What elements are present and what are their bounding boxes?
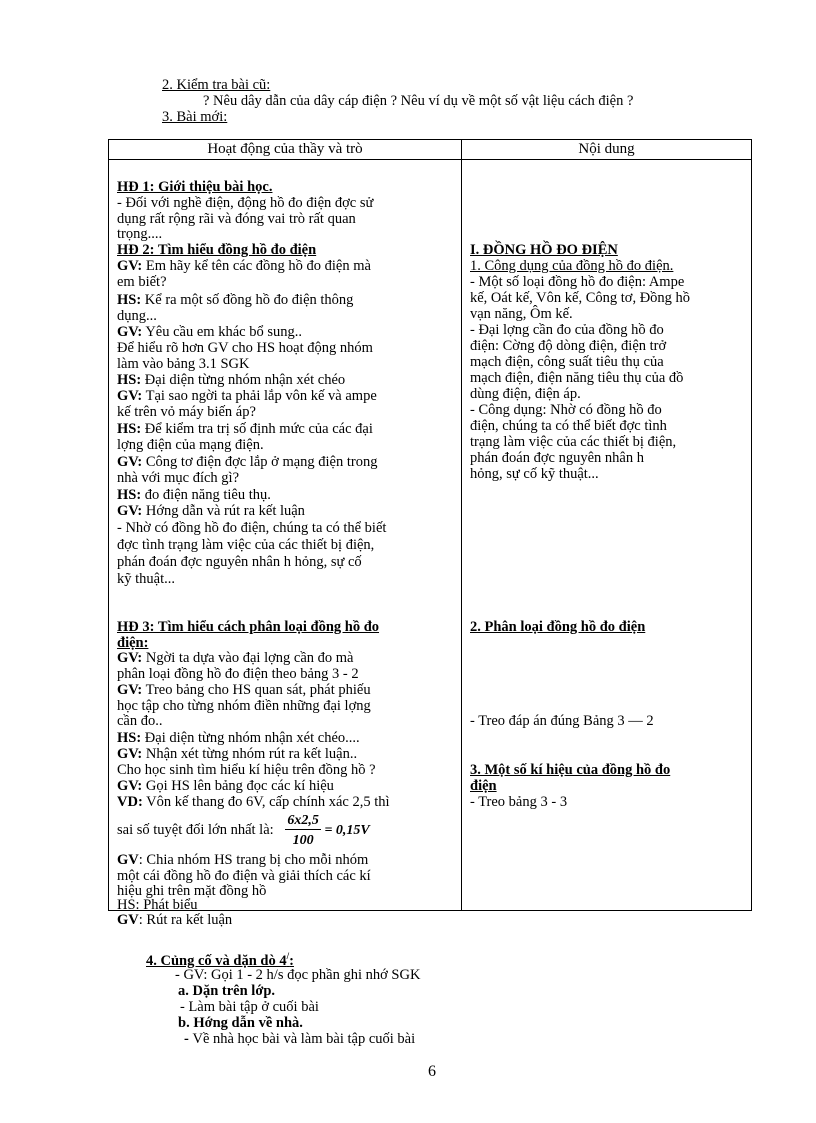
- vd-label: VD:: [117, 794, 143, 810]
- formula-fraction: [285, 813, 321, 849]
- section-3-title: 3. Một số kí hiệu của đồng hồ đo: [470, 762, 671, 778]
- text-line: lợng điện của mạng điện.: [117, 437, 264, 453]
- text-line: kế trên vỏ máy biến áp?: [117, 404, 256, 420]
- footer-line: [184, 1031, 415, 1048]
- gv-label: GV:: [117, 324, 143, 340]
- text-line: - Nhờ có đồng hồ đo điện, chúng ta có thể biết: [117, 520, 387, 536]
- text-line: HS: Phát biểu: [117, 897, 198, 913]
- vd-text: Vôn kế thang đo 6V, cấp chính xác 2,5 thì: [142, 794, 390, 810]
- gv-text: : Rút ra kết luận: [138, 912, 233, 928]
- gv-line: [117, 778, 334, 794]
- text-line: dụng...: [117, 308, 157, 324]
- text-line: dùng điện, điện áp.: [470, 386, 581, 402]
- hs-label: HS:: [117, 421, 142, 437]
- text-line: kế, Oát kế, Vôn kế, Công tơ, Đồng hồ: [470, 290, 691, 306]
- hd3-title: HĐ 3: Tìm hiểu cách phân loại đồng hồ đo: [117, 619, 380, 635]
- kiem-tra-question: ? Nêu dây dẫn của dây cáp điện ? Nêu ví dụ về một số vật liệu cách điện ?: [203, 93, 634, 109]
- text-line: em biết?: [117, 274, 167, 290]
- hs-label: HS:: [117, 487, 142, 503]
- text-line: - Đối với nghề điện, động hồ đo điện đợc sử: [117, 195, 374, 211]
- hs-text: Đại diện từng nhóm nhận xét chéo....: [141, 730, 360, 746]
- gv-text: Ngời ta dựa vào đại lợng cần đo mà: [142, 650, 354, 666]
- formula-result: = 0,15V: [324, 823, 370, 838]
- gv-label: GV: [117, 912, 139, 928]
- gv-line: [117, 852, 368, 868]
- formula-lead: sai số tuyệt đối lớn nhất là:: [117, 822, 274, 838]
- header-left: Hoạt động của thầy và trò: [109, 140, 462, 160]
- gv-text: Yêu cầu em khác bổ sung..: [142, 324, 302, 340]
- hs-line: [117, 421, 373, 437]
- hd1-title: HĐ 1: Giới thiệu bài học.: [117, 179, 273, 195]
- hd3-title-cont: điện:: [117, 635, 149, 651]
- gv-label: GV:: [117, 650, 143, 666]
- gv-text: Tại sao ngời ta phải lắp vôn kế và ampe: [142, 388, 377, 404]
- text-line: vạn năng, Ôm kế.: [470, 306, 573, 322]
- gv-text: : Chia nhóm HS trang bị cho mỗi nhóm: [138, 852, 369, 868]
- text-line: trọng....: [117, 226, 163, 242]
- gv-line: [117, 324, 302, 340]
- gv-line: [117, 682, 371, 698]
- text-line: đợc tình trạng làm việc của các thiết bị điện,: [117, 537, 375, 553]
- gv-label: GV:: [117, 454, 143, 470]
- footer-subtitle-a: a. Dặn trên lớp.: [178, 983, 276, 999]
- gv-text: Hớng dẫn và rút ra kết luận: [142, 503, 305, 519]
- section-2-title: 2. Phân loại đồng hồ đo điện: [470, 619, 646, 635]
- content-cell: [462, 160, 752, 911]
- gv-line: [117, 503, 305, 519]
- text-line: điện, chúng ta có thể biết đợc tình: [470, 418, 667, 434]
- hs-line: [117, 487, 271, 503]
- text-line: - Công dụng: Nhờ có đồng hồ đo: [470, 402, 662, 418]
- cung-co-text: 4. Củng cố và dặn dò 4: [146, 952, 287, 969]
- hs-text: Đại diện từng nhóm nhận xét chéo: [141, 372, 346, 388]
- fraction-denominator: 100: [292, 832, 314, 848]
- text-line: kỹ thuật...: [117, 571, 175, 587]
- gv-line: [117, 912, 232, 928]
- text-line: phán đoán đợc nguyên nhân h: [470, 450, 644, 466]
- section-1-title: I. ĐỒNG HỒ ĐO ĐIỆN: [470, 242, 618, 258]
- gv-text: Em hãy kể tên các đồng hồ đo điện mà: [142, 258, 371, 274]
- section-3-title-cont: điện: [470, 778, 497, 794]
- gv-line: [117, 746, 357, 762]
- text-line: điện: Cờng độ dòng điện, điện trở: [470, 338, 667, 354]
- table-header-row: [109, 140, 752, 160]
- gv-label: GV:: [117, 503, 143, 519]
- text-line: Để hiểu rõ hơn GV cho HS hoạt động nhóm: [117, 340, 373, 356]
- gv-line: [117, 454, 377, 470]
- section-3-body: - Treo bảng 3 - 3: [470, 794, 568, 810]
- text-line: dụng rất rộng rãi và đóng vai trò rất quan: [117, 211, 356, 227]
- text-line: học tập cho từng nhóm điền những đại lợng: [117, 698, 371, 714]
- gv-line: [117, 258, 371, 274]
- hs-text: đo điện năng tiêu thụ.: [141, 487, 271, 503]
- text-line: phán đoán đợc nguyên nhân h hỏng, sự cố: [117, 554, 362, 570]
- hs-line: [117, 292, 353, 308]
- text-line: - Một số loại đồng hồ đo điện: Ampe: [470, 274, 685, 290]
- hs-text: Để kiểm tra trị số định mức của các đại: [141, 421, 373, 437]
- gv-line: [117, 650, 353, 666]
- hs-text: Kể ra một số đồng hồ đo điện thông: [141, 292, 354, 308]
- gv-label: GV: [117, 852, 139, 868]
- activities-cell: [109, 160, 462, 928]
- hs-line: [117, 372, 345, 388]
- gv-label: GV:: [117, 682, 143, 698]
- text-line: một cái đồng hồ đo điện và giải thích các kí: [117, 868, 371, 884]
- text-line: mạch điện, điện năng tiêu thụ của đồ: [470, 370, 684, 386]
- footer-text: Về nhà học bài và làm bài tập cuối bài: [192, 1031, 416, 1047]
- header-right: Nội dung: [462, 140, 752, 160]
- section-2-body: - Treo đáp án đúng Bảng 3 — 2: [470, 713, 654, 729]
- hs-label: HS:: [117, 730, 142, 746]
- text-line: hỏng, sự cố kỹ thuật...: [470, 466, 599, 482]
- gv-label: GV:: [117, 778, 143, 794]
- footer-line: - GV: Gọi 1 - 2 h/s đọc phần ghi nhớ SGK: [175, 967, 421, 983]
- hd2-title: HĐ 2: Tìm hiểu đồng hồ đo điện: [117, 242, 317, 258]
- footer-subtitle-b: b. Hớng dẫn về nhà.: [178, 1015, 303, 1031]
- hs-label: HS:: [117, 292, 142, 308]
- hs-line: [117, 730, 360, 746]
- gv-text: Treo bảng cho HS quan sát, phát phiếu: [142, 682, 371, 698]
- fraction-numerator: 6x2,5: [287, 812, 319, 828]
- gv-label: GV:: [117, 258, 143, 274]
- cung-co-sup: /: [286, 951, 290, 961]
- text-line: hiệu ghi trên mặt đồng hồ: [117, 883, 267, 899]
- page-number: 6: [428, 1063, 436, 1080]
- vd-line: [117, 794, 390, 810]
- gv-label: GV:: [117, 388, 143, 404]
- gv-text: Nhận xét từng nhóm rút ra kết luận..: [142, 746, 358, 762]
- text-line: Cho học sinh tìm hiểu kí hiệu trên đồng hồ ?: [117, 762, 376, 778]
- gv-label: GV:: [117, 746, 143, 762]
- text-line: trạng làm việc của các thiết bị điện,: [470, 434, 677, 450]
- lesson-table: [108, 139, 752, 928]
- bai-moi-title: 3. Bài mới:: [162, 109, 228, 125]
- section-1-subtitle: 1. Công dụng của đồng hồ đo điện.: [470, 258, 674, 274]
- footer-dash: -: [184, 1031, 193, 1047]
- hs-label: HS:: [117, 372, 142, 388]
- gv-text: Gọi HS lên bảng đọc các kí hiệu: [142, 778, 334, 794]
- text-line: nhà với mục đích gì?: [117, 470, 240, 486]
- gv-text: Công tơ điện đợc lắp ở mạng điện trong: [142, 454, 378, 470]
- kiem-tra-title: 2. Kiểm tra bài cũ:: [162, 77, 271, 93]
- table-body-row: [109, 160, 752, 911]
- text-line: làm vào bảng 3.1 SGK: [117, 356, 250, 372]
- formula-line: [117, 812, 370, 849]
- gv-line: [117, 388, 377, 404]
- footer-line: - Làm bài tập ở cuối bài: [180, 999, 319, 1015]
- cung-co-colon: :: [289, 952, 294, 969]
- text-line: phân loại đồng hồ đo điện theo bảng 3 - 2: [117, 666, 359, 682]
- text-line: cần đo..: [117, 713, 163, 729]
- text-line: - Đại lợng cần đo của đồng hồ đo: [470, 322, 664, 338]
- text-line: mạch điện, công suất tiêu thụ của: [470, 354, 664, 370]
